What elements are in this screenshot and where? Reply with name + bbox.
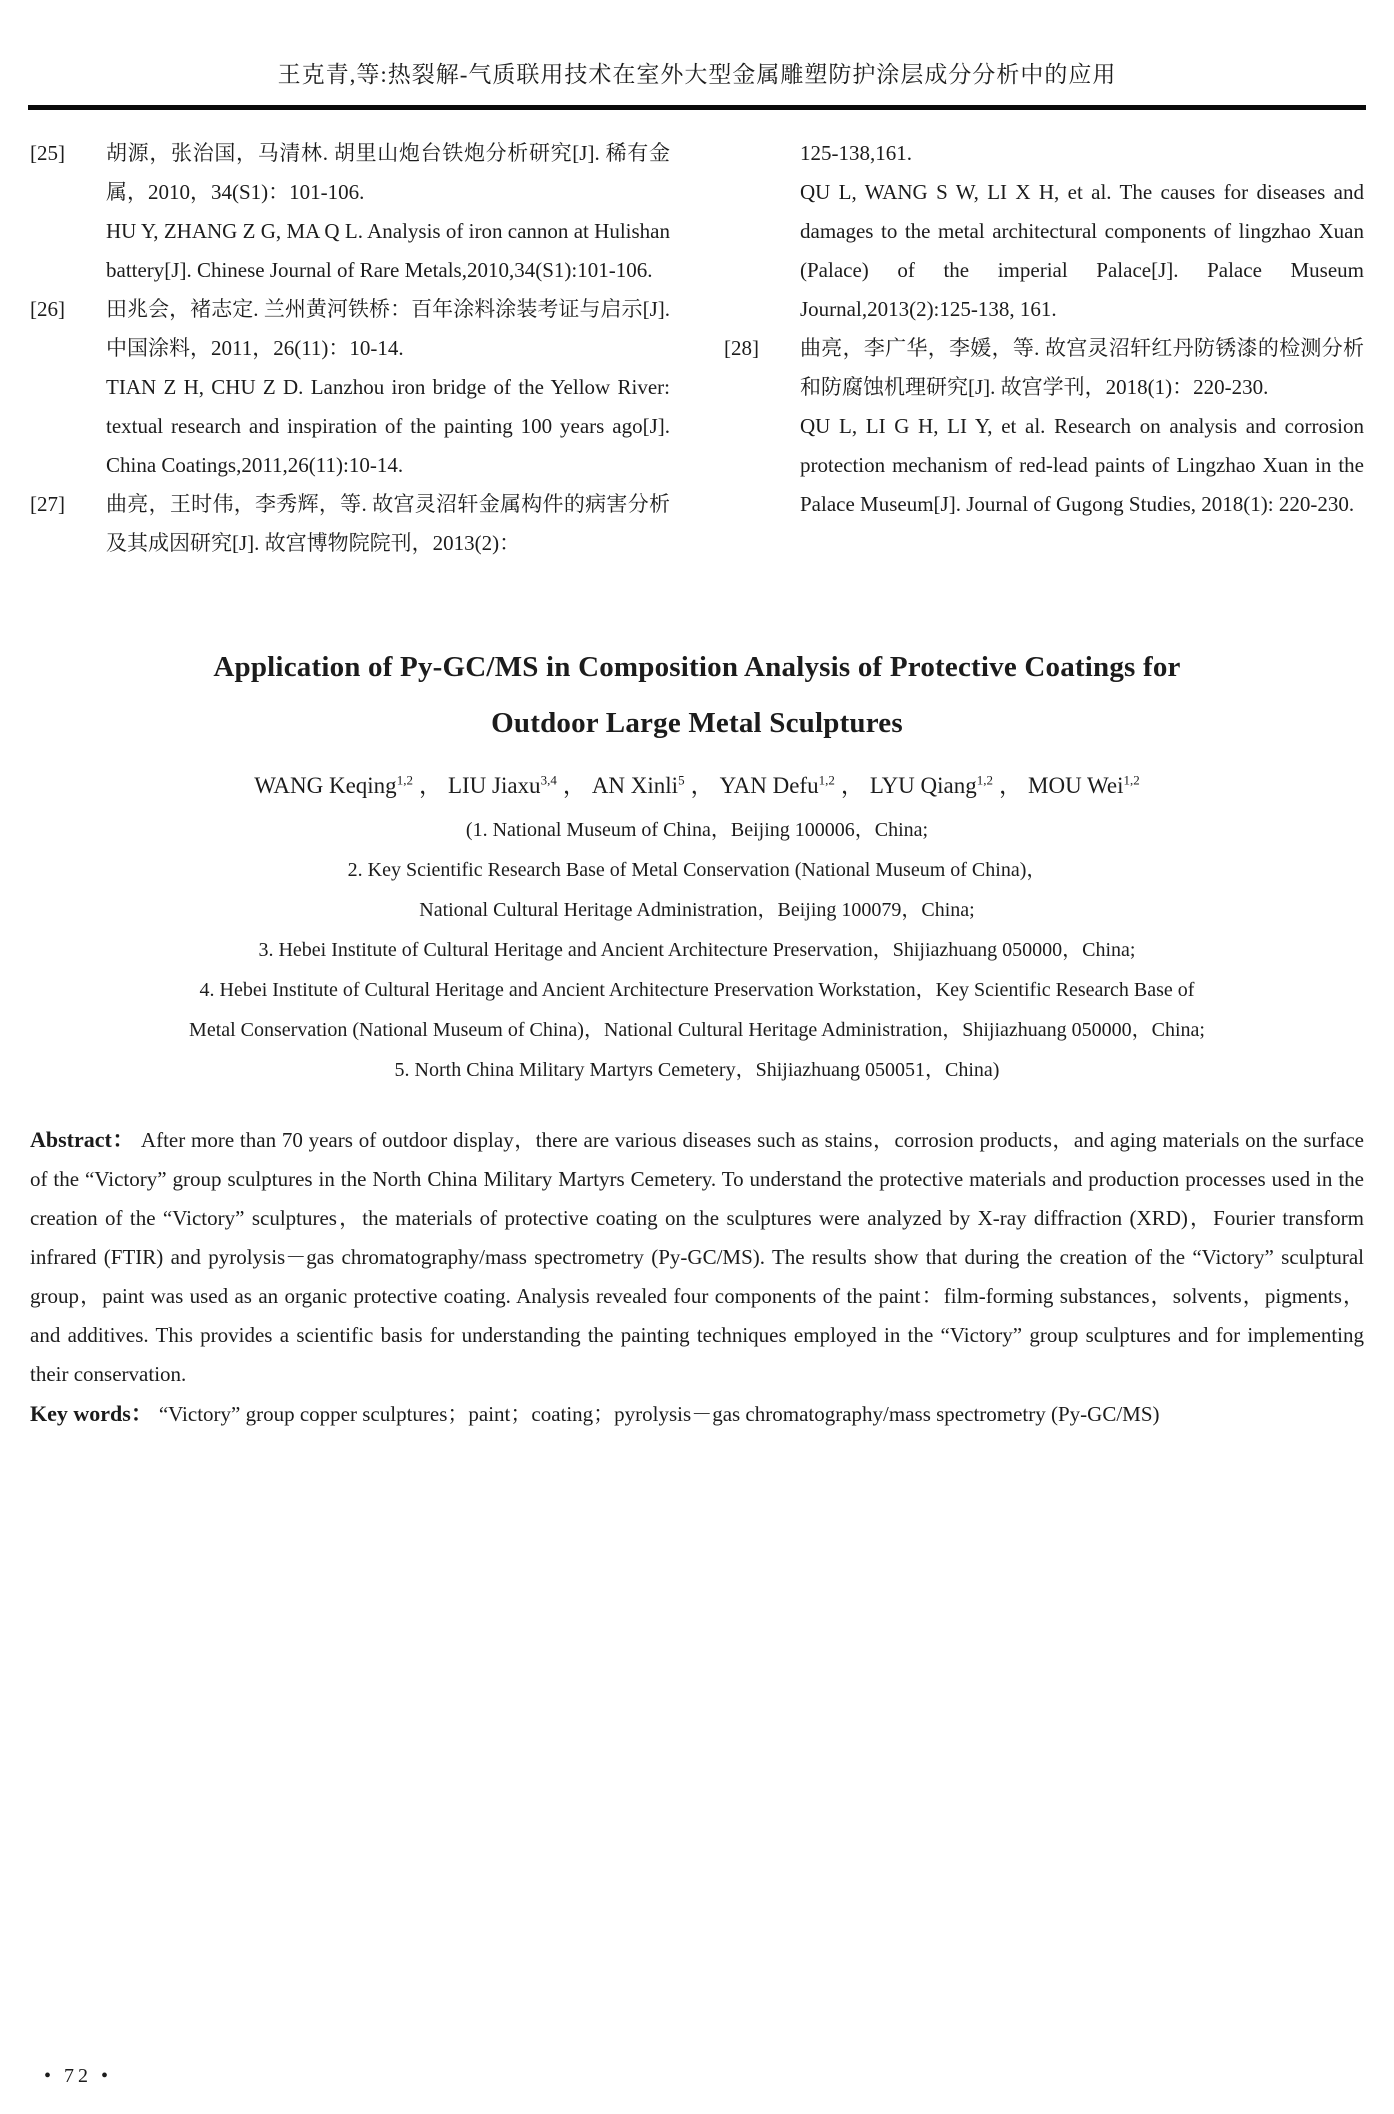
- running-header-title: 王克青,等:热裂解-气质联用技术在室外大型金属雕塑防护涂层成分分析中的应用: [277, 62, 1117, 87]
- author-separator: ，: [840, 773, 864, 798]
- reference-body: [106, 134, 670, 290]
- abstract-label: Abstract：: [30, 1127, 135, 1152]
- reference-body: [800, 134, 1364, 329]
- keywords-text: “Victory” group copper sculptures；paint；coating；pyrolysis－gas chromatography/mass spectrometry (Py-GC/MS): [158, 1402, 1160, 1426]
- article-title-line: Outdoor Large Metal Sculptures: [491, 707, 903, 739]
- page-number: • 72 •: [44, 2065, 113, 2087]
- reference-label: [724, 134, 800, 329]
- author-affiliation-superscript: 5: [678, 772, 685, 788]
- article-title: [0, 639, 1394, 751]
- author-affiliation-superscript: 1,2: [818, 772, 835, 788]
- author-affiliation-superscript: 1,2: [396, 772, 413, 788]
- author-name: LIU Jiaxu$^{3,4}$: [447, 772, 557, 798]
- author-affiliation-superscript: 1,2: [976, 772, 994, 788]
- author-name: MOU Wei$^{1,2}$: [1028, 772, 1140, 798]
- abstract-text: After more than 70 years of outdoor display，there are various diseases such as stains，corrosion products，and aging materials on the surface of the “Victory” group sculptures in the North China Military Martyrs Cemetery. To understand the protective materials and production processes used in the creation of the “Victory” sculptures，the materials of protective coating on the sculptures were analyzed by X-ray diffraction (XRD)，Fourier transform infrared (FTIR) and pyrolysis－gas chromatography/mass spectrometry (Py-GC/MS). The results show that during the creation of the “Victory” sculptural group，paint was used as an organic protective coating. Analysis revealed four components of the paint：film-forming substances，solvents，pigments，and additives. This provides a scientific basis for understanding the painting techniques employed in the “Victory” group sculptures and for implementing their conservation.: [30, 1128, 1364, 1386]
- reference-text: 田兆会，褚志定. 兰州黄河铁桥：百年涂料涂装考证与启示[J]. 中国涂料，2011，26(11)：10-14.: [106, 297, 670, 360]
- author-separator: ，: [690, 773, 714, 798]
- author-affiliation-superscript: 1,2: [1123, 772, 1140, 788]
- reference-text: HU Y, ZHANG Z G, MA Q L. Analysis of iron cannon at Hulishan battery[J]. Chinese Journal of Rare Metals,2010,34(S1):101-106.: [106, 219, 670, 282]
- reference-text: 曲亮，李广华，李媛，等. 故宫灵沼轩红丹防锈漆的检测分析和防腐蚀机理研究[J]. 故宫学刊，2018(1)：220-230.: [800, 336, 1364, 399]
- affiliation-line: Metal Conservation (National Museum of China)，National Cultural Heritage Administration，Shijiazhuang 050000，China;: [189, 1019, 1205, 1041]
- author-name: WANG Keqing$^{1,2}$: [254, 772, 413, 798]
- reference-text: QU L, WANG S W, LI X H, et al. The causes for diseases and damages to the metal architectural components of lingzhao Xuan (Palace) of the imperial Palace[J]. Palace Museum Journal,2013(2):125-138, 161.: [800, 180, 1364, 321]
- affiliation-line: 4. Hebei Institute of Cultural Heritage and Ancient Architecture Preservation Workstation，Key Scientific Research Base of: [199, 979, 1195, 1001]
- reference-label: [25]: [30, 141, 65, 165]
- authors-line: [0, 767, 1394, 800]
- affiliations: [0, 810, 1394, 1090]
- affiliation-line: 5. North China Military Martyrs Cemetery，Shijiazhuang 050051，China): [394, 1059, 1000, 1081]
- abstract: [30, 1120, 1364, 1394]
- author-separator: ，: [562, 773, 586, 798]
- keywords-label: Key words：: [30, 1401, 153, 1426]
- affiliation-line: National Cultural Heritage Administration，Beijing 100079，China;: [419, 899, 975, 921]
- article-title-line: Application of Py-GC/MS in Composition Analysis of Protective Coatings for: [213, 651, 1181, 683]
- references-column: [724, 134, 1364, 563]
- reference-entry: [724, 134, 1364, 329]
- reference-text: QU L, LI G H, LI Y, et al. Research on analysis and corrosion protection mechanism of red-lead paints of Lingzhao Xuan in the Palace Museum[J]. Journal of Gugong Studies, 2018(1): 220-230.: [800, 414, 1364, 516]
- author-separator: ，: [418, 773, 442, 798]
- reference-label: [26]: [30, 297, 65, 321]
- references: [0, 110, 1394, 563]
- reference-body: [106, 485, 670, 563]
- author-name: LYU Qiang$^{1,2}$: [869, 772, 994, 798]
- affiliation-line: 3. Hebei Institute of Cultural Heritage and Ancient Architecture Preservation，Shijiazhuang 050000，China;: [258, 939, 1136, 961]
- reference-body: [106, 290, 670, 485]
- reference-label: [28]: [724, 336, 759, 360]
- author-name: AN Xinli$^5$: [591, 772, 685, 798]
- affiliation-line: 2. Key Scientific Research Base of Metal Conservation (National Museum of China)，: [347, 859, 1047, 881]
- author-affiliation-superscript: 3,4: [540, 772, 557, 788]
- references-column: [30, 134, 670, 563]
- reference-text: 胡源，张治国，马清林. 胡里山炮台铁炮分析研究[J]. 稀有金属，2010，34(S1)：101-106.: [106, 141, 670, 204]
- reference-text: 曲亮，王时伟，李秀辉，等. 故宫灵沼轩金属构件的病害分析及其成因研究[J]. 故宫博物院院刊，2013(2)：: [106, 492, 670, 555]
- reference-entry: [30, 290, 670, 485]
- reference-entry: [30, 134, 670, 290]
- reference-entry: [724, 329, 1364, 524]
- affiliation-line: (1. National Museum of China，Beijing 100006，China;: [465, 819, 929, 841]
- reference-entry: [30, 485, 670, 563]
- author-name: YAN Defu$^{1,2}$: [719, 772, 835, 798]
- author-separator: ，: [999, 773, 1023, 798]
- reference-body: [800, 329, 1364, 524]
- reference-text: TIAN Z H, CHU Z D. Lanzhou iron bridge of the Yellow River: textual research and inspiration of the painting 100 years ago[J]. China Coatings,2011,26(11):10-14.: [106, 375, 670, 477]
- reference-label: [27]: [30, 492, 65, 516]
- reference-text: 125-138,161.: [800, 141, 912, 165]
- keywords: [30, 1394, 1364, 1434]
